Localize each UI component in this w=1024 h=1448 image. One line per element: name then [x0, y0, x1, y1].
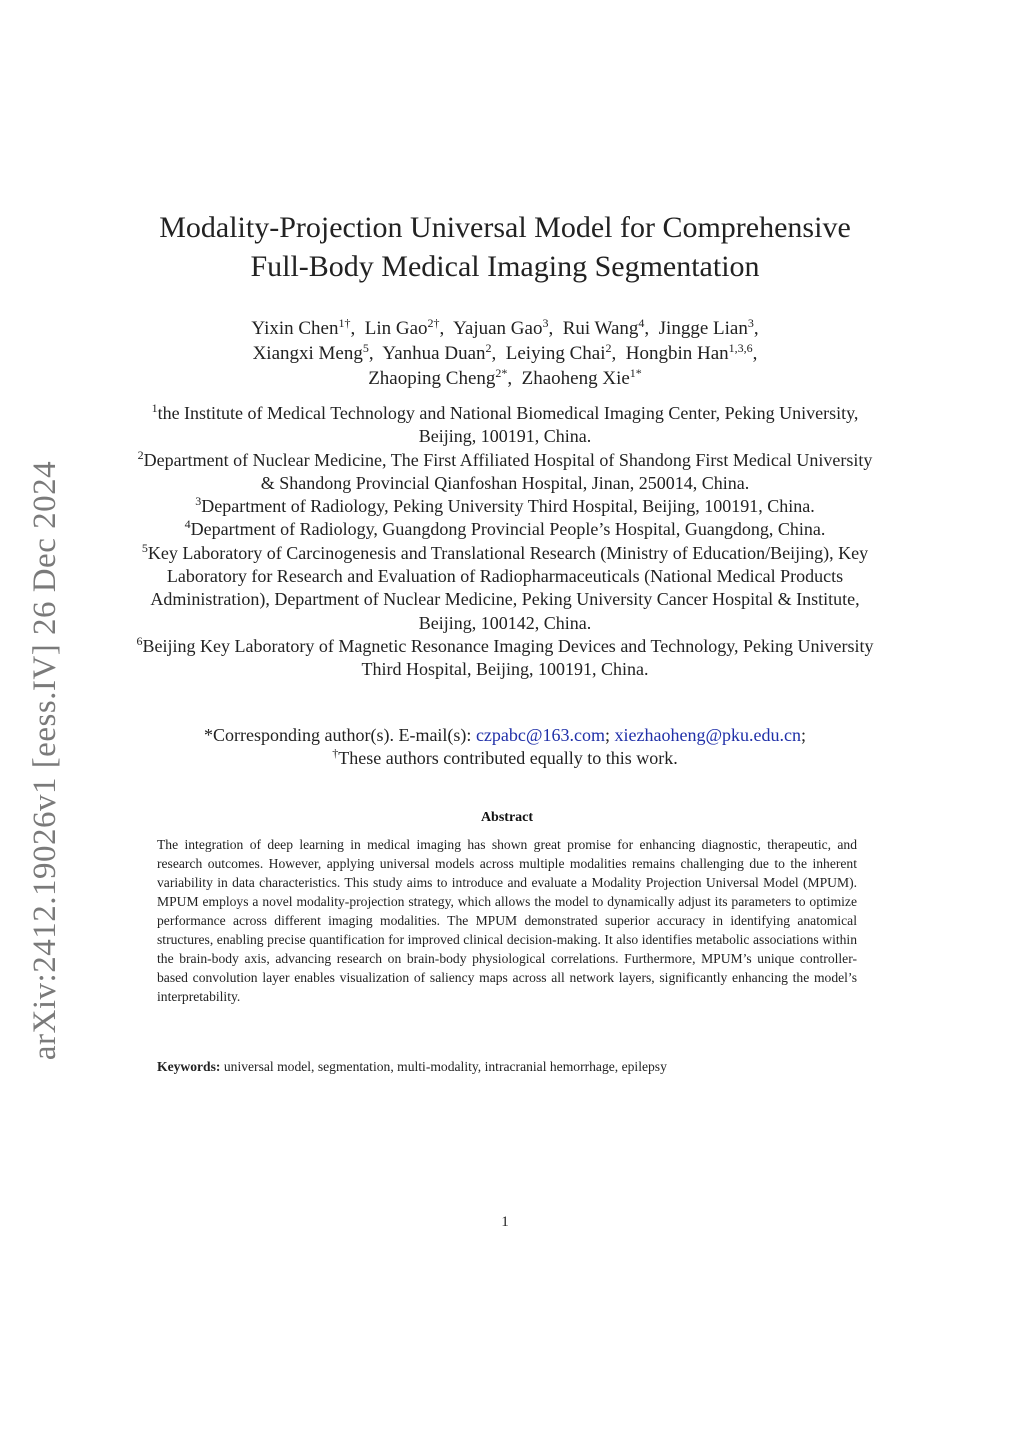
- arxiv-identifier-stamp: [20, 440, 72, 1080]
- correspondence-block: [130, 724, 880, 770]
- equal-contribution-line: [130, 747, 880, 770]
- author: Leiying Chai$^2$: [505, 341, 612, 364]
- author: Xiangxi Meng$^5$: [252, 341, 369, 364]
- keywords-text: universal model, segmentation, multi-modality, intracranial hemorrhage, epilepsy: [223, 1059, 667, 1074]
- corresponding-author-line: *Corresponding author(s). E-mail(s): czpabc@163.com; xiezhaoheng@pku.edu.cn;: [203, 725, 807, 745]
- corresponding-label: *Corresponding author(s). E-mail(s):: [203, 725, 472, 745]
- affiliation: $^6$Beijing Key Laboratory of Magnetic Resonance Imaging Devices and Technology, Peking University Third Hospital, Beijing, 100191, China.: [136, 633, 874, 680]
- page-number: 1: [501, 1214, 509, 1230]
- author-line-2: Xiangxi Meng$^5$, Yanhua Duan$^2$, Leiying Chai$^2$, Hongbin Han$^{1,3,6}$,: [252, 341, 758, 364]
- author: Yanhua Duan$^2$: [382, 341, 492, 364]
- author-line-3: Zhaoping Cheng$^{2*}$, Zhaoheng Xie$^{1*}$: [368, 366, 642, 389]
- author-list: [150, 316, 860, 391]
- author: Zhaoping Cheng$^{2*}$: [368, 366, 508, 389]
- email-link-1[interactable]: czpabc@163.com: [475, 725, 605, 745]
- paper-title: [140, 208, 870, 286]
- abstract-text: The integration of deep learning in medical imaging has shown great promise for enhancing diagnostic, therapeutic, and research outcomes. However, applying universal models across multiple modalities remains challenging due to the inherent variability in data characteristics. This study aims to introduce and evaluate a Modality Projection Universal Model (MPUM). MPUM employs a novel modality-projection strategy, which allows the model to dynamically adjust its parameters to optimize performance across different imaging modalities. The MPUM demonstrated superior accuracy in identifying anatomical structures, enabling precise quantification for improved clinical decision-making. It also identifies metabolic associations within the brain-body axis, advancing research on brain-body physiological correlations. Furthermore, MPUM’s unique controller-based convolution layer enables visualization of saliency maps across all network layers, significantly enhancing the model’s interpretability.: [157, 837, 857, 1004]
- equal-contribution-note: These authors contributed equally to this work.: [338, 748, 678, 768]
- keywords-line: [157, 1057, 857, 1076]
- author: Zhaoheng Xie$^{1*}$: [521, 366, 642, 389]
- title-line-2: Full-Body Medical Imaging Segmentation: [250, 250, 760, 283]
- author: Hongbin Han$^{1,3,6}$: [625, 341, 753, 364]
- affiliation: $^5$Key Laboratory of Carcinogenesis and Translational Research (Ministry of Education/Beijing), Key Laboratory for Research and Evaluation of Radiopharmaceuticals (National Medical Products Administration), Department of Nuclear Medicine, Peking University Cancer Hospital & Institute, Beijing, 100142, China.: [141, 540, 869, 633]
- affiliation: $^4$Department of Radiology, Guangdong Provincial People’s Hospital, Guangdong, China.: [184, 517, 826, 540]
- author: Yajuan Gao$^3$: [453, 316, 549, 339]
- dagger-mark: †: [332, 746, 339, 760]
- affiliation: $^3$Department of Radiology, Peking University Third Hospital, Beijing, 100191, China.: [195, 494, 815, 517]
- affiliation: $^2$Department of Nuclear Medicine, The First Affiliated Hospital of Shandong First Medical University & Shandong Provincial Qianfoshan Hospital, Jinan, 250014, China.: [137, 447, 873, 493]
- author: Lin Gao$^{2\dagger}$: [364, 316, 440, 339]
- author: Jingge Lian$^3$: [658, 316, 754, 339]
- email-link-2[interactable]: xiezhaoheng@pku.edu.cn: [614, 725, 801, 745]
- arxiv-identifier-text: arXiv:2412.19026v1 [eess.IV] 26 Dec 2024: [27, 460, 64, 1060]
- title-line-1: Modality-Projection Universal Model for Comprehensive: [159, 211, 851, 244]
- author-line-1: Yixin Chen$^{1\dagger}$, Lin Gao$^{2\dagger}$, Yajuan Gao$^3$, Rui Wang$^4$, Jingge Lian$^3$,: [251, 316, 759, 339]
- affiliation: $^1$the Institute of Medical Technology and National Biomedical Imaging Center, Peking University, Beijing, 100191, China.: [151, 401, 859, 447]
- author: Rui Wang$^4$: [562, 316, 645, 339]
- abstract-heading: Abstract: [480, 810, 534, 825]
- keywords-label: Keywords:: [157, 1059, 221, 1074]
- author: Yixin Chen$^{1\dagger}$: [251, 316, 351, 339]
- affiliation-list: [130, 402, 880, 682]
